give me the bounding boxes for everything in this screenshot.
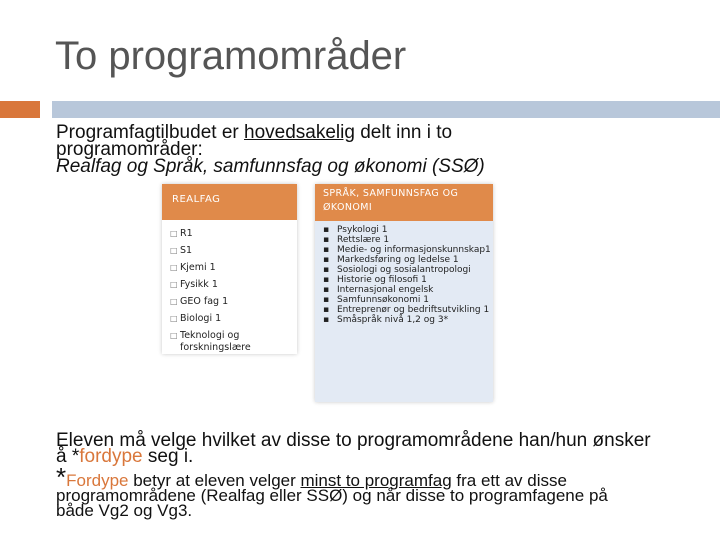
bullet-icon: ▪ — [323, 265, 330, 275]
definition-paragraph — [56, 462, 706, 520]
sso-item — [323, 295, 493, 305]
sso-list — [315, 225, 493, 325]
bullet-icon: □ — [170, 331, 178, 340]
realfag-item — [170, 279, 297, 291]
accent-bar — [0, 101, 40, 118]
sso-header: SPRÅK, SAMFUNNSFAG OG ØKONOMI — [315, 184, 493, 221]
choice-line2-end: seg i. — [142, 446, 194, 467]
fordype-word: fordype — [79, 446, 143, 467]
sso-item-label: Samfunnsøkonomi 1 — [337, 295, 429, 305]
sso-item-label: Entreprenør og bedriftsutvikling 1 — [337, 305, 490, 315]
bullet-icon: □ — [170, 314, 178, 323]
sso-item — [323, 315, 493, 325]
realfag-item — [170, 245, 297, 257]
definition-underlined: minst to programfag — [300, 471, 452, 490]
realfag-item-label: Kjemi 1 — [180, 262, 216, 273]
definition-line1-end: fra ett av disse — [451, 471, 567, 490]
bullet-icon: ▪ — [323, 315, 330, 325]
realfag-item-label: R1 — [180, 228, 193, 239]
bullet-icon: ▪ — [323, 305, 330, 315]
realfag-item — [170, 296, 297, 308]
bullet-icon: □ — [170, 246, 178, 255]
bullet-icon: ▪ — [323, 255, 330, 265]
bullet-icon: ▪ — [323, 275, 330, 285]
sso-item — [323, 235, 493, 245]
bullet-icon: ▪ — [323, 245, 330, 255]
definition-line2: programområdene (Realfag eller SSØ) og når disse to programfagene på — [56, 486, 608, 505]
sso-item — [323, 245, 493, 255]
sso-item-label: Internasjonal engelsk — [337, 285, 434, 295]
choice-paragraph — [56, 430, 706, 467]
bullet-icon: ▪ — [323, 295, 330, 305]
realfag-item — [170, 313, 297, 325]
definition-line1-start: betyr at eleven velger — [128, 471, 301, 490]
sso-item-label: Sosiologi og sosialantropologi — [337, 265, 471, 275]
intro-line3: Realfag og Språk, samfunnsfag og økonomi (SSØ) — [56, 156, 485, 177]
sso-item-label: Psykologi 1 — [337, 225, 388, 235]
realfag-item-label: S1 — [180, 245, 193, 256]
realfag-item-label: Biologi 1 — [180, 313, 222, 324]
slide-title: To programområder — [55, 34, 407, 78]
intro-line1-end: delt inn i to — [354, 122, 453, 143]
intro-line1-start: Programfagtilbudet er — [56, 122, 244, 143]
sso-item — [323, 225, 493, 235]
sso-item — [323, 265, 493, 275]
sso-item-label: Småspråk nivå 1,2 og 3* — [337, 315, 449, 325]
realfag-item-label: Fysikk 1 — [180, 279, 218, 290]
realfag-item — [170, 262, 297, 274]
intro-line2: programområder: — [56, 139, 203, 160]
sso-item-label: Rettslære 1 — [337, 235, 390, 245]
bullet-icon: □ — [170, 263, 178, 272]
bullet-icon: □ — [170, 297, 178, 306]
sso-item — [323, 285, 493, 295]
intro-text — [56, 124, 616, 175]
sso-item — [323, 255, 493, 265]
bullet-icon: □ — [170, 280, 178, 289]
realfag-item-label: Teknologi og forskningslære — [180, 330, 251, 353]
divider-bar — [52, 101, 720, 118]
bullet-icon: □ — [170, 229, 178, 238]
sso-item — [323, 275, 493, 285]
sso-item-label: Markedsføring og ledelse 1 — [337, 255, 459, 265]
realfag-item-label: GEO fag 1 — [180, 296, 229, 307]
choice-line2 — [56, 446, 706, 467]
realfag-item — [170, 330, 297, 354]
realfag-card — [162, 184, 297, 354]
realfag-list — [162, 228, 297, 354]
definition-line3: både Vg2 og Vg3. — [56, 501, 193, 520]
sso-card — [315, 184, 493, 402]
sso-item-label: Medie- og informasjonskunnskap1 — [337, 245, 491, 255]
sso-item-label: Historie og filosofi 1 — [337, 275, 427, 285]
choice-line2-start: å * — [56, 446, 80, 467]
bullet-icon: ▪ — [323, 285, 330, 295]
realfag-header: REALFAG — [162, 184, 297, 220]
asterisk: * — [56, 462, 67, 492]
choice-line1: Eleven må velge hvilket av disse to programområdene han/hun ønsker — [56, 430, 651, 451]
realfag-item — [170, 228, 297, 240]
fordype-term: Fordype — [66, 471, 129, 490]
intro-underlined-word: hovedsakelig — [244, 122, 355, 143]
bullet-icon: ▪ — [323, 225, 330, 235]
bullet-icon: ▪ — [323, 235, 330, 245]
sso-item — [323, 305, 493, 315]
